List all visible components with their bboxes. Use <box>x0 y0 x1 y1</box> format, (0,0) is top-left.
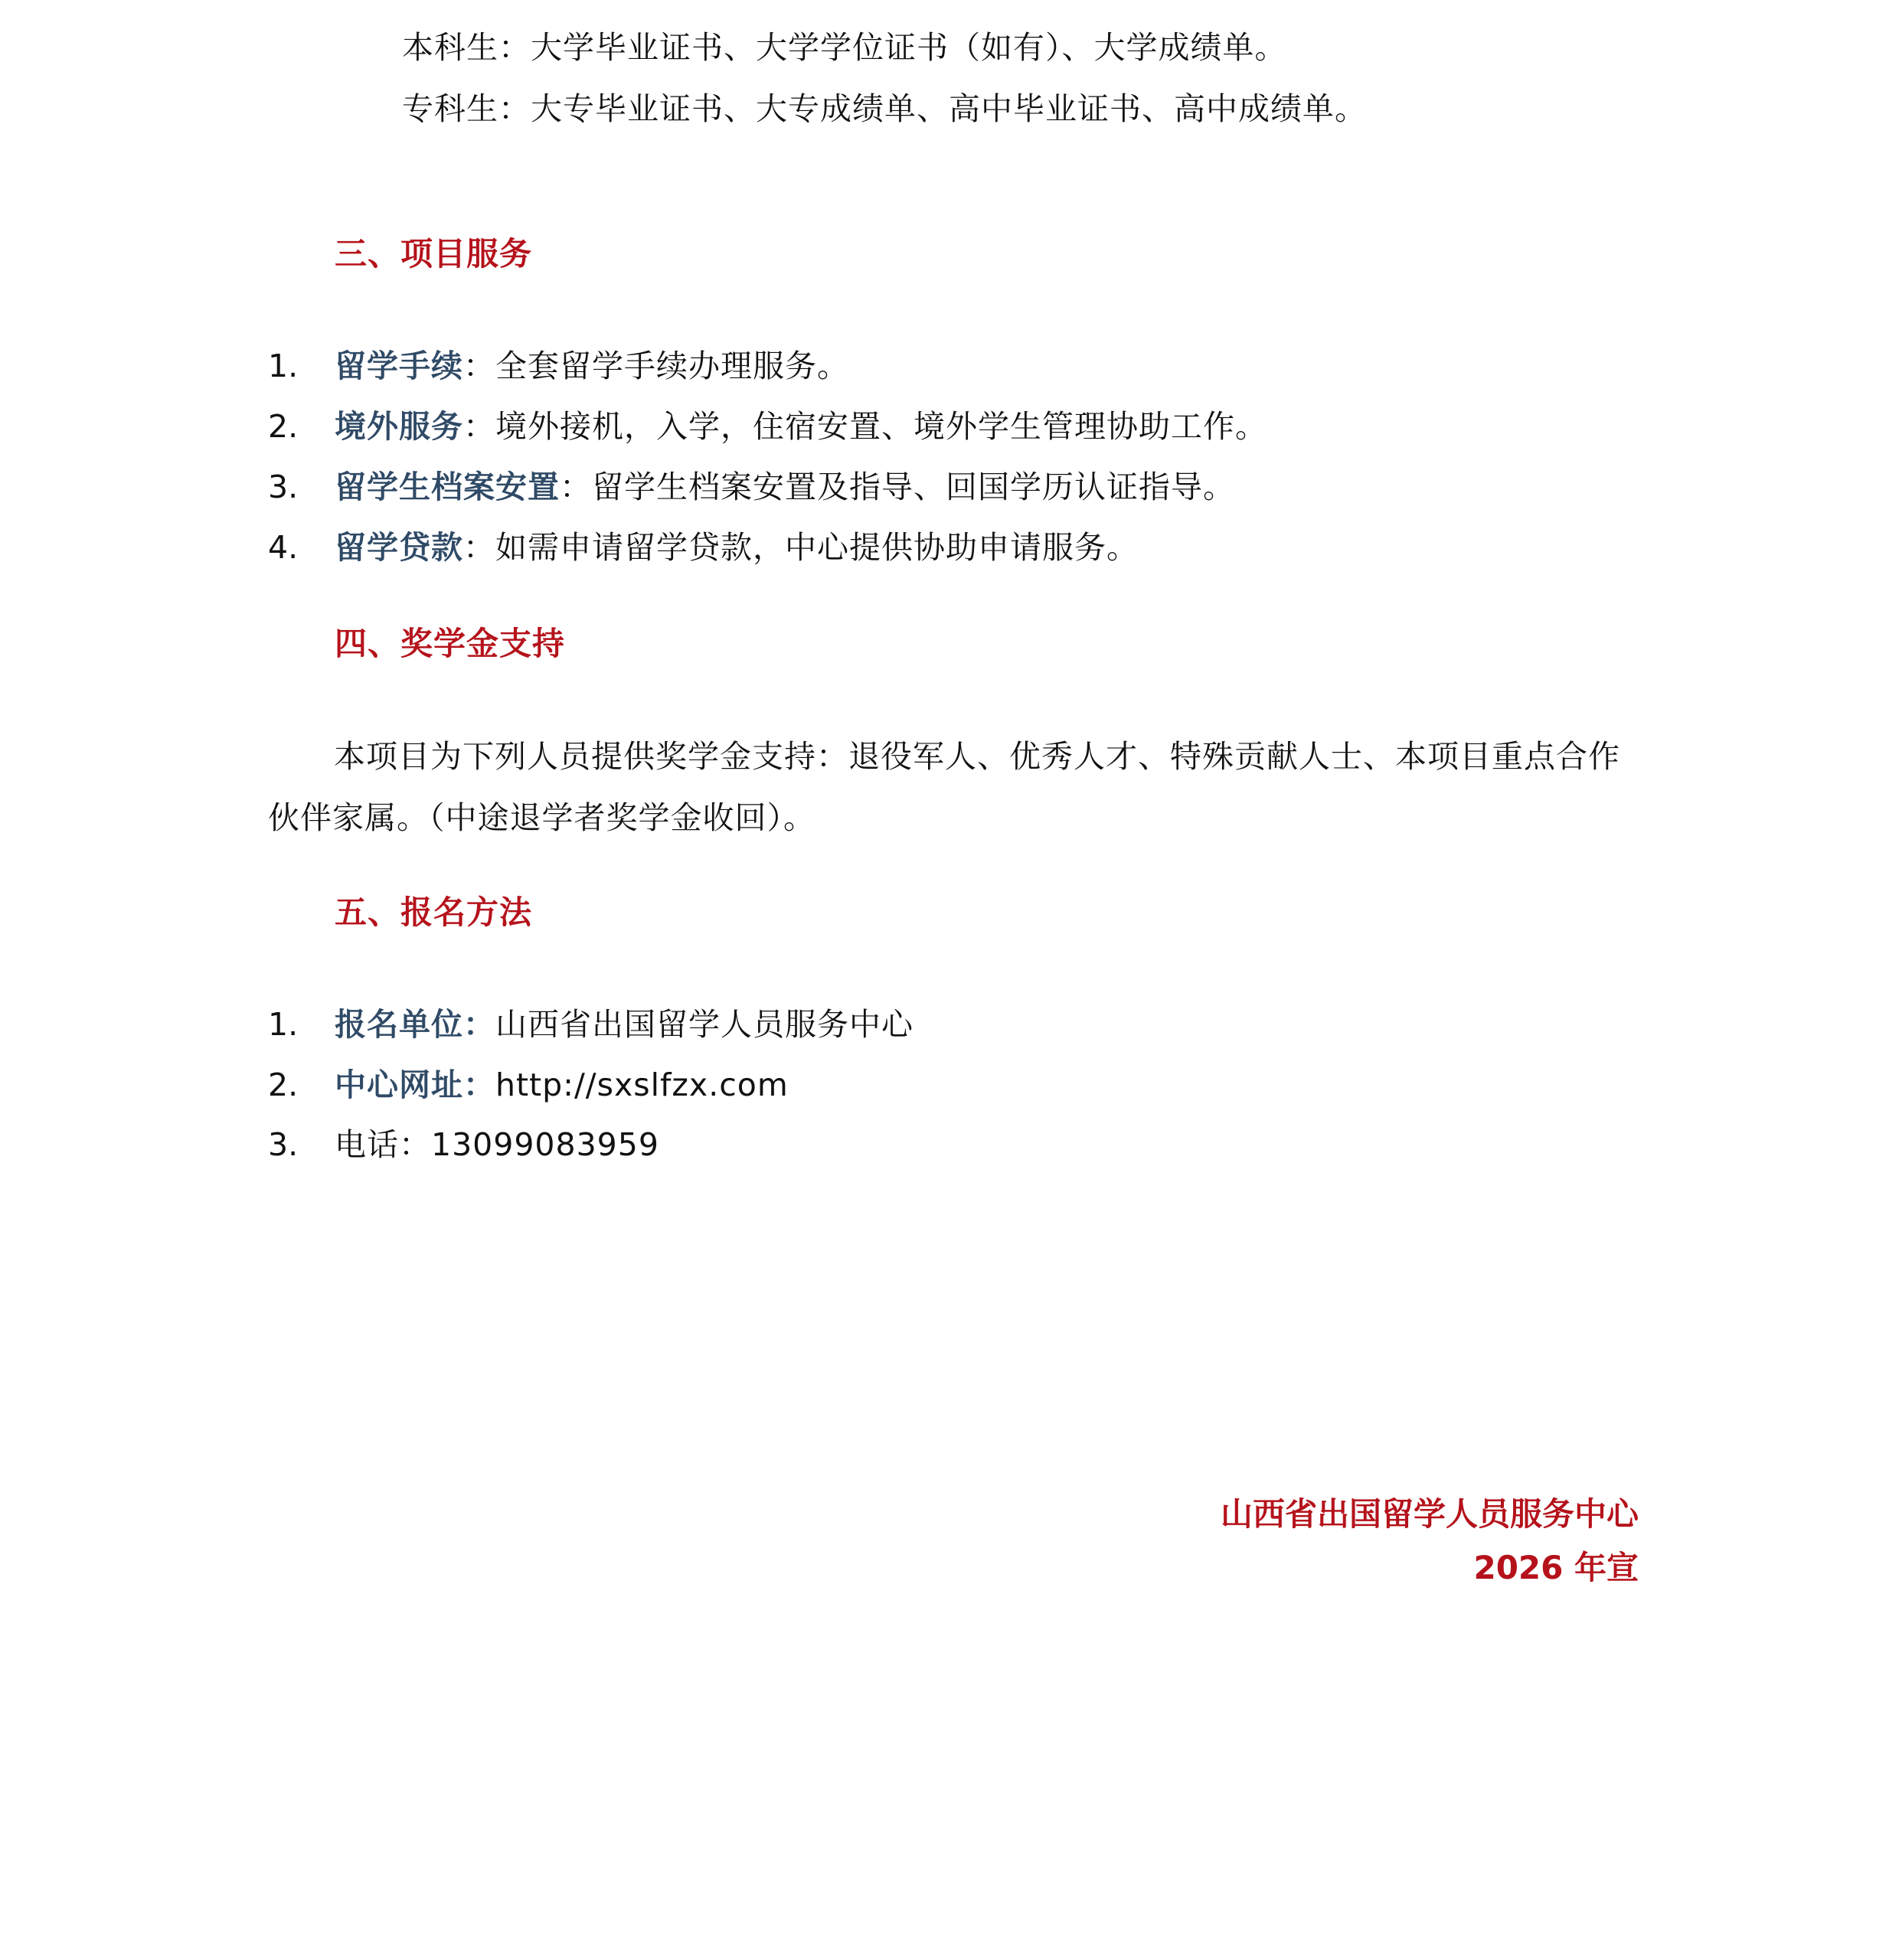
s3-item2 <box>335 403 1267 449</box>
s3-item3 <box>335 464 1235 510</box>
s3-item1-term: 留学手续 <box>335 348 463 384</box>
s3-item4-num: 4. <box>268 529 299 566</box>
s5-item1-text: 山西省出国留学人员服务中心 <box>495 1006 914 1043</box>
s3-item2-num: 2. <box>268 408 299 445</box>
s3-item3-term: 留学生档案安置 <box>335 469 560 505</box>
doc-undergrad: 本科生：大学毕业证书、大学学位证书（如有）、大学成绩单。 <box>402 29 1287 66</box>
s3-item1 <box>335 343 849 389</box>
signature-date: 2026 年宣 <box>1473 1549 1639 1586</box>
s5-item1-num: 1. <box>268 1006 299 1043</box>
section5-heading: 五、报名方法 <box>335 893 533 931</box>
s5-item2 <box>335 1062 789 1108</box>
s3-item2-term: 境外服务 <box>335 408 463 445</box>
s3-item1-text: ：全套留学手续办理服务。 <box>463 348 849 384</box>
s3-item1-num: 1. <box>268 348 299 384</box>
section4-heading: 四、奖学金支持 <box>335 625 566 662</box>
s5-item1 <box>335 1001 914 1047</box>
s5-item2-num: 2. <box>268 1067 299 1103</box>
s5-item1-term: 报名单位： <box>335 1006 495 1043</box>
s5-item2-term: 中心网址： <box>335 1067 495 1103</box>
s3-item3-text: ：留学生档案安置及指导、回国学历认证指导。 <box>560 469 1235 505</box>
s5-item3-text: 电话：13099083959 <box>335 1126 659 1163</box>
signature-org: 山西省出国留学人员服务中心 <box>1220 1495 1639 1533</box>
s3-item3-num: 3. <box>268 469 299 505</box>
s3-item2-text: ：境外接机，入学，住宿安置、境外学生管理协助工作。 <box>463 408 1267 445</box>
doc-junior-college: 专科生：大专毕业证书、大专成绩单、高中毕业证书、高中成绩单。 <box>402 90 1367 127</box>
s5-item3 <box>335 1122 659 1168</box>
section3-heading: 三、项目服务 <box>335 235 533 273</box>
s5-item2-text: http://sxslfzx.com <box>495 1067 789 1103</box>
section4-paragraph: 本项目为下列人员提供奖学金支持：退役军人、优秀人才、特殊贡献人士、本项目重点合作伙伴家属。（中途退学者奖学金收回）。 <box>268 738 1620 836</box>
s3-item4-term: 留学贷款 <box>335 529 463 566</box>
s5-item3-num: 3. <box>268 1126 299 1163</box>
s3-item4-text: ：如需申请留学贷款，中心提供协助申请服务。 <box>463 529 1139 566</box>
s3-item4 <box>335 524 1139 570</box>
